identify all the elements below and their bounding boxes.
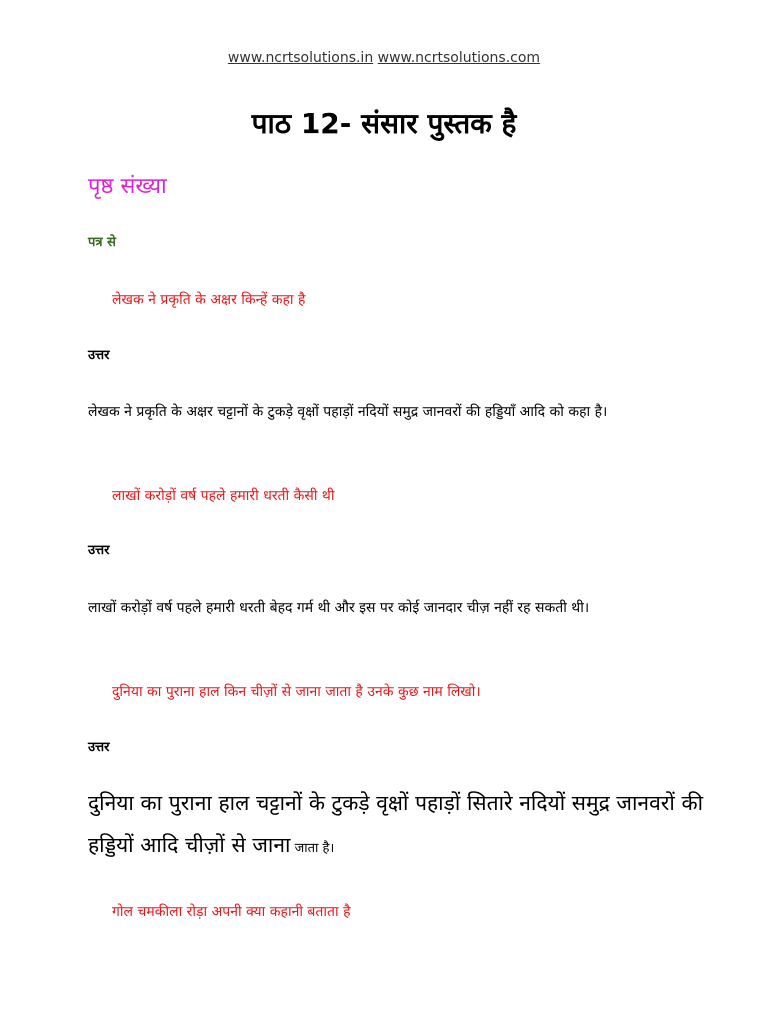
answer-label-2: उत्तर: [88, 543, 110, 558]
question-1: लेखक ने प्रकृति के अक्षर किन्हें कहा है: [112, 292, 306, 308]
answer-3-main: दुनिया का पुराना हाल चट्टानों के टुकड़े वृक्षों पहाड़ों सितारे नदियों समुद्र जानवरों की हड्डियों आदि चीज़ों से जाना: [88, 791, 704, 857]
question-3: दुनिया का पुराना हाल किन चीज़ों से जाना जाता है उनके कुछ नाम लिखो।: [112, 684, 481, 700]
header-link-in[interactable]: www.ncrtsolutions.in: [227, 50, 374, 66]
page-title: पाठ 12- संसार पुस्तक है: [251, 107, 517, 140]
question-2: लाखों करोड़ों वर्ष पहले हमारी धरती कैसी थी: [112, 488, 335, 504]
answer-3: [88, 782, 708, 870]
header-links: [0, 50, 768, 66]
subheading: पत्र से: [88, 235, 116, 250]
question-4: गोल चमकीला रोड़ा अपनी क्या कहानी बताता है: [112, 904, 351, 920]
answer-2: लाखों करोड़ों वर्ष पहले हमारी धरती बेहद गर्म थी और इस पर कोई जानदार चीज़ नहीं रह सकती थी।: [88, 600, 590, 616]
answer-1: लेखक ने प्रकृति के अक्षर चट्टानों के टुकड़े वृक्षों पहाड़ों नदियों समुद्र जानवरों की हड्डियाँ आदि को कहा है।: [88, 404, 608, 420]
header-link-com[interactable]: www.ncrtsolutions.com: [377, 50, 541, 66]
section-heading: पृष्ठ संख्या: [88, 174, 167, 199]
answer-label-3: उत्तर: [88, 740, 110, 755]
answer-label-1: उत्तर: [88, 348, 110, 363]
answer-3-tail: जाता है।: [290, 841, 335, 856]
